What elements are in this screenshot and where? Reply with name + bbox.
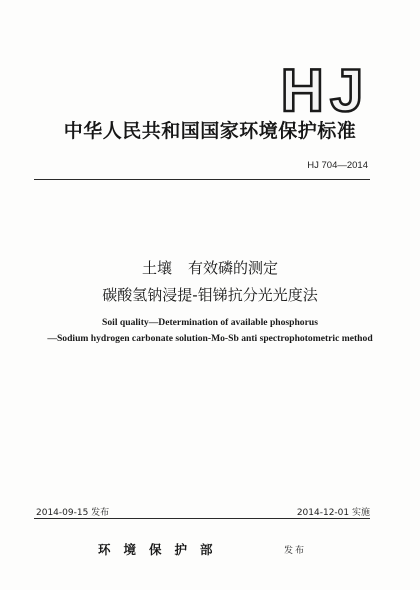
top-divider: [34, 179, 370, 180]
main-title-line-1: [0, 257, 420, 278]
main-title-subject: 土壤: [141, 259, 172, 277]
main-title-line-2: 碳酸氢钠浸提-钼锑抗分光光度法: [102, 286, 318, 304]
standard-number: HJ 704—2014: [307, 160, 368, 171]
issuing-authority: 环境保护部: [98, 542, 226, 557]
english-title-line-2: —Sodium hydrogen carbonate solution-Mo-Sb anti spectrophotometric method: [47, 333, 373, 344]
hj-logo: [270, 58, 380, 118]
english-title-line-1: Soil quality—Determination of available phosphorus: [102, 317, 318, 328]
hj-logo-text: HJ: [280, 58, 370, 118]
issue-date: 2014-09-15 发布: [36, 508, 110, 518]
issuing-authority-suffix: 发布: [284, 546, 307, 556]
standard-series-title: 中华人民共和国国家环境保护标准: [63, 120, 357, 142]
bottom-divider: [34, 518, 370, 519]
main-title-item: 有效磷的测定: [188, 259, 279, 277]
implementation-date: 2014-12-01 实施: [296, 508, 370, 518]
